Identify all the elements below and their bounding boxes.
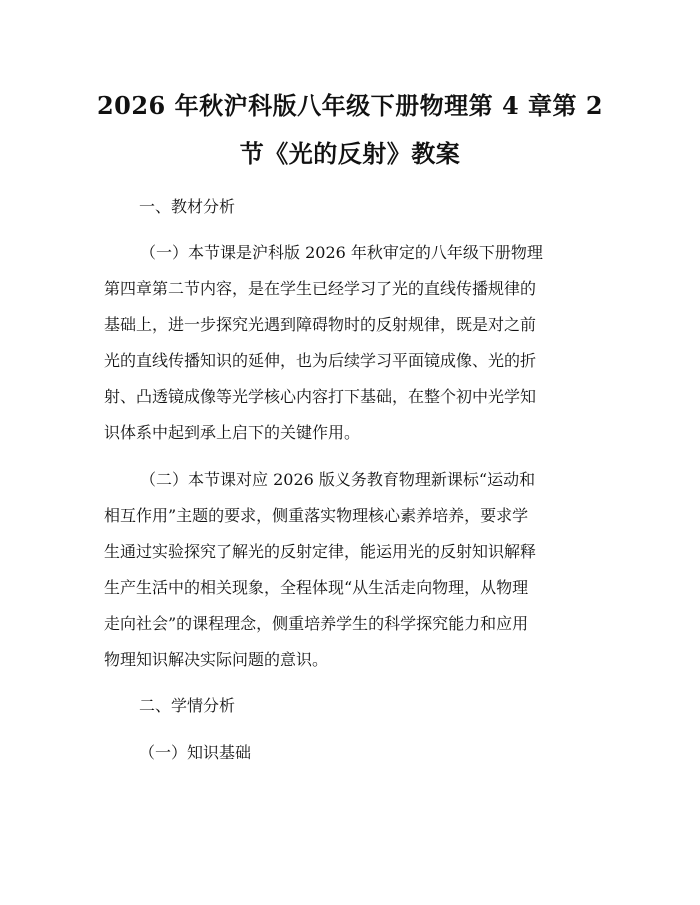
- paragraph-line: 基础上，进一步探究光遇到障碍物时的反射规律，既是对之前: [104, 315, 537, 334]
- paragraph-line: 生产生活中的相关现象，全程体现“从生活走向物理，从物理: [104, 578, 529, 597]
- paragraph-line: 射、凸透镜成像等光学核心内容打下基础，在整个初中光学知: [104, 387, 537, 406]
- paragraph-line: 第四章第二节内容，是在学生已经学习了光的直线传播规律的: [104, 279, 537, 298]
- paragraph-line: 物理知识解决实际问题的意识。: [104, 650, 329, 669]
- subsection-heading-knowledge-base: （一）知识基础: [139, 743, 252, 762]
- paragraph-line: 识体系中起到承上启下的关键作用。: [104, 423, 361, 442]
- paragraph-line: 生通过实验探究了解光的反射定律，能运用光的反射知识解释: [104, 542, 537, 561]
- paragraph-line: （一）本节课是沪科版 2026 年秋审定的八年级下册物理: [140, 243, 543, 262]
- paragraph-line: （二）本节课对应 2026 版义务教育物理新课标“运动和: [140, 470, 536, 489]
- paragraph-line: 光的直线传播知识的延伸，也为后续学习平面镜成像、光的折: [104, 351, 537, 370]
- paragraph-line: 相互作用”主题的要求，侧重落实物理核心素养培养，要求学: [104, 506, 529, 525]
- section-heading-learner-analysis: 二、学情分析: [139, 696, 236, 715]
- section-heading-textbook-analysis: 一、教材分析: [139, 197, 236, 216]
- document-title-line-1: 2026 年秋沪科版八年级下册物理第 4 章第 2: [96, 91, 604, 120]
- paragraph-line: 走向社会”的课程理念，侧重培养学生的科学探究能力和应用: [104, 614, 529, 633]
- document-title-line-2: 节《光的反射》教案: [239, 139, 461, 168]
